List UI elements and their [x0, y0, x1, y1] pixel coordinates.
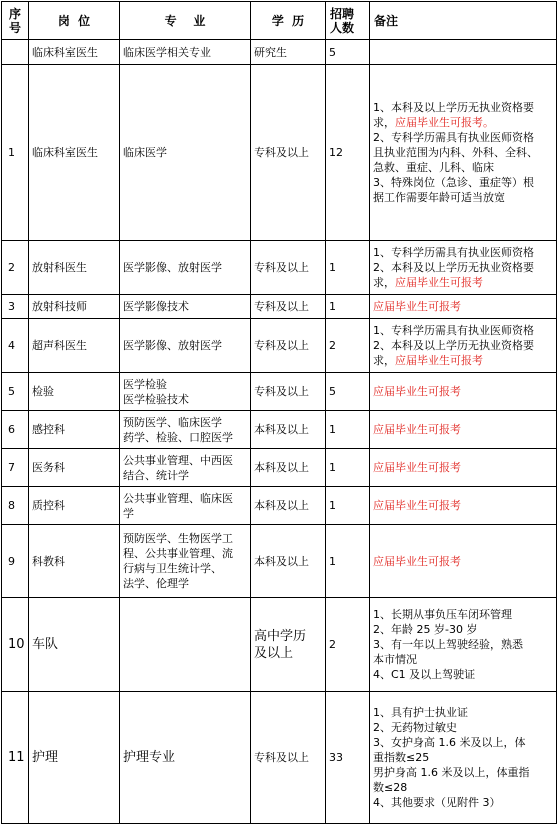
- row-education: 本科及以上: [251, 525, 326, 598]
- row-no: 2: [2, 241, 29, 295]
- row-position: 超声科医生: [29, 319, 120, 373]
- remark-line: 1、专科学历需具有执业医师资格: [373, 246, 534, 259]
- row-position: 临床科室医生: [29, 40, 120, 65]
- row-no: 11: [2, 692, 29, 824]
- row-count: 12: [326, 65, 370, 241]
- row-remarks: [370, 449, 557, 487]
- row-education: 本科及以上: [251, 411, 326, 449]
- row-remarks: [370, 241, 557, 295]
- table-row: [2, 295, 557, 319]
- remark-line: 4、C1 及以上驾驶证: [373, 668, 476, 681]
- row-education: 专科及以上: [251, 692, 326, 824]
- row-major: 临床医学: [120, 65, 251, 241]
- row-major: 医学影像、放射医学: [120, 241, 251, 295]
- row-major: 医学影像技术: [120, 295, 251, 319]
- remark-line: 应届毕业生可报考: [373, 385, 461, 398]
- table-row: [2, 692, 557, 824]
- row-count: 2: [326, 598, 370, 692]
- remark-line: 重指数≤25: [373, 751, 430, 764]
- remark-highlight: 应届毕业生可报考: [395, 354, 483, 367]
- row-count: 1: [326, 295, 370, 319]
- row-education: 专科及以上: [251, 65, 326, 241]
- row-count: 1: [326, 487, 370, 525]
- row-remarks: [370, 65, 557, 241]
- row-no: 8: [2, 487, 29, 525]
- row-position: 车队: [29, 598, 120, 692]
- row-position: 临床科室医生: [29, 65, 120, 241]
- row-education: 专科及以上: [251, 319, 326, 373]
- row-major: 预防医学、生物医学工 程、公共事业管理、流 行病与卫生统计学、 法学、伦理学: [120, 525, 251, 598]
- table-row: [2, 411, 557, 449]
- table-row: [2, 40, 557, 65]
- header-education: 学 历: [251, 2, 326, 40]
- remark-highlight: 应届毕业生可报考。: [395, 116, 494, 129]
- row-position: 医务科: [29, 449, 120, 487]
- row-remarks: [370, 692, 557, 824]
- remark-line: 4、其他要求（见附件 3）: [373, 796, 501, 809]
- row-education: 专科及以上: [251, 373, 326, 411]
- row-remarks: [370, 487, 557, 525]
- row-count: 1: [326, 241, 370, 295]
- header-count: 招聘 人数: [326, 2, 370, 40]
- row-no: 9: [2, 525, 29, 598]
- row-no: 5: [2, 373, 29, 411]
- remark-line: 1、本科及以上学历无执业资格要: [373, 101, 534, 114]
- remark-line: 2、年龄 25 岁-30 岁: [373, 623, 478, 636]
- table-row: [2, 373, 557, 411]
- remark-line: 2、无药物过敏史: [373, 721, 457, 734]
- remark-line: 求，应届毕业生可报考: [373, 354, 483, 367]
- row-no: 4: [2, 319, 29, 373]
- row-position: 护理: [29, 692, 120, 824]
- row-position: 感控科: [29, 411, 120, 449]
- remark-line: 2、本科及以上学历无执业资格要: [373, 261, 534, 274]
- remark-line: 1、具有护士执业证: [373, 706, 468, 719]
- remark-line: 应届毕业生可报考: [373, 499, 461, 512]
- row-remarks: [370, 373, 557, 411]
- header-row: [2, 2, 557, 40]
- row-count: 1: [326, 525, 370, 598]
- row-major: 公共事业管理、临床医 学: [120, 487, 251, 525]
- table-row: [2, 449, 557, 487]
- table-row: [2, 319, 557, 373]
- row-count: 1: [326, 449, 370, 487]
- remark-line: 本市情况: [373, 653, 417, 666]
- remark-line: 求，应届毕业生可报考: [373, 276, 483, 289]
- row-count: 2: [326, 319, 370, 373]
- row-major: 预防医学、临床医学 药学、检验、口腔医学: [120, 411, 251, 449]
- remark-line: 男护身高 1.6 米及以上，体重指: [373, 766, 530, 779]
- row-no: 1: [2, 65, 29, 241]
- row-major: 公共事业管理、中西医 结合、统计学: [120, 449, 251, 487]
- row-count: 1: [326, 411, 370, 449]
- row-remarks: [370, 295, 557, 319]
- header-remarks: 备注: [370, 2, 557, 40]
- row-remarks: [370, 40, 557, 65]
- row-count: 33: [326, 692, 370, 824]
- row-major: 临床医学相关专业: [120, 40, 251, 65]
- row-major: 医学检验 医学检验技术: [120, 373, 251, 411]
- row-major: [120, 598, 251, 692]
- row-remarks: [370, 319, 557, 373]
- remark-line: 据工作需要年龄可适当放宽: [373, 191, 505, 204]
- row-position: 放射科技师: [29, 295, 120, 319]
- remark-line: 数≤28: [373, 781, 408, 794]
- row-education: 专科及以上: [251, 241, 326, 295]
- row-education: 本科及以上: [251, 449, 326, 487]
- header-position: 岗 位: [29, 2, 120, 40]
- table-row: [2, 65, 557, 241]
- remark-line: 3、有一年以上驾驶经验，熟悉: [373, 638, 523, 651]
- remark-line: 3、特殊岗位（急诊、重症等）根: [373, 176, 534, 189]
- table-row: [2, 241, 557, 295]
- remark-line: 应届毕业生可报考: [373, 423, 461, 436]
- row-major: 医学影像、放射医学: [120, 319, 251, 373]
- row-count: 5: [326, 40, 370, 65]
- row-education: 研究生: [251, 40, 326, 65]
- remark-line: 急救、重症、儿科、临床: [373, 161, 494, 174]
- row-remarks: [370, 598, 557, 692]
- table-row: [2, 598, 557, 692]
- row-position: 放射科医生: [29, 241, 120, 295]
- remark-line: 应届毕业生可报考: [373, 461, 461, 474]
- row-major: 护理专业: [120, 692, 251, 824]
- row-no: 6: [2, 411, 29, 449]
- remark-line: 应届毕业生可报考: [373, 300, 461, 313]
- row-no: 7: [2, 449, 29, 487]
- header-major: 专 业: [120, 2, 251, 40]
- row-education: 专科及以上: [251, 295, 326, 319]
- remark-line: 3、女护身高 1.6 米及以上，体: [373, 736, 526, 749]
- remark-line: 2、专科学历需具有执业医师资格: [373, 131, 534, 144]
- row-education: 高中学历 及以上: [251, 598, 326, 692]
- remark-line: 1、专科学历需具有执业医师资格: [373, 324, 534, 337]
- table-row: [2, 525, 557, 598]
- remark-highlight: 应届毕业生可报考: [395, 276, 483, 289]
- remark-line: 应届毕业生可报考: [373, 554, 461, 568]
- row-position: 科教科: [29, 525, 120, 598]
- remark-line: 求，应届毕业生可报考。: [373, 116, 494, 129]
- remark-line: 且执业范围为内科、外科、全科、: [373, 146, 538, 159]
- row-no: [2, 40, 29, 65]
- row-remarks: [370, 411, 557, 449]
- row-count: 5: [326, 373, 370, 411]
- recruitment-table: [1, 1, 557, 824]
- row-no: 3: [2, 295, 29, 319]
- row-remarks: [370, 525, 557, 598]
- row-education: 本科及以上: [251, 487, 326, 525]
- row-no: 10: [2, 598, 29, 692]
- row-position: 检验: [29, 373, 120, 411]
- remark-line: 1、长期从事负压车闭环管理: [373, 608, 512, 621]
- remark-line: 2、本科及以上学历无执业资格要: [373, 339, 534, 352]
- header-no: 序 号: [2, 2, 29, 40]
- table-row: [2, 487, 557, 525]
- row-position: 质控科: [29, 487, 120, 525]
